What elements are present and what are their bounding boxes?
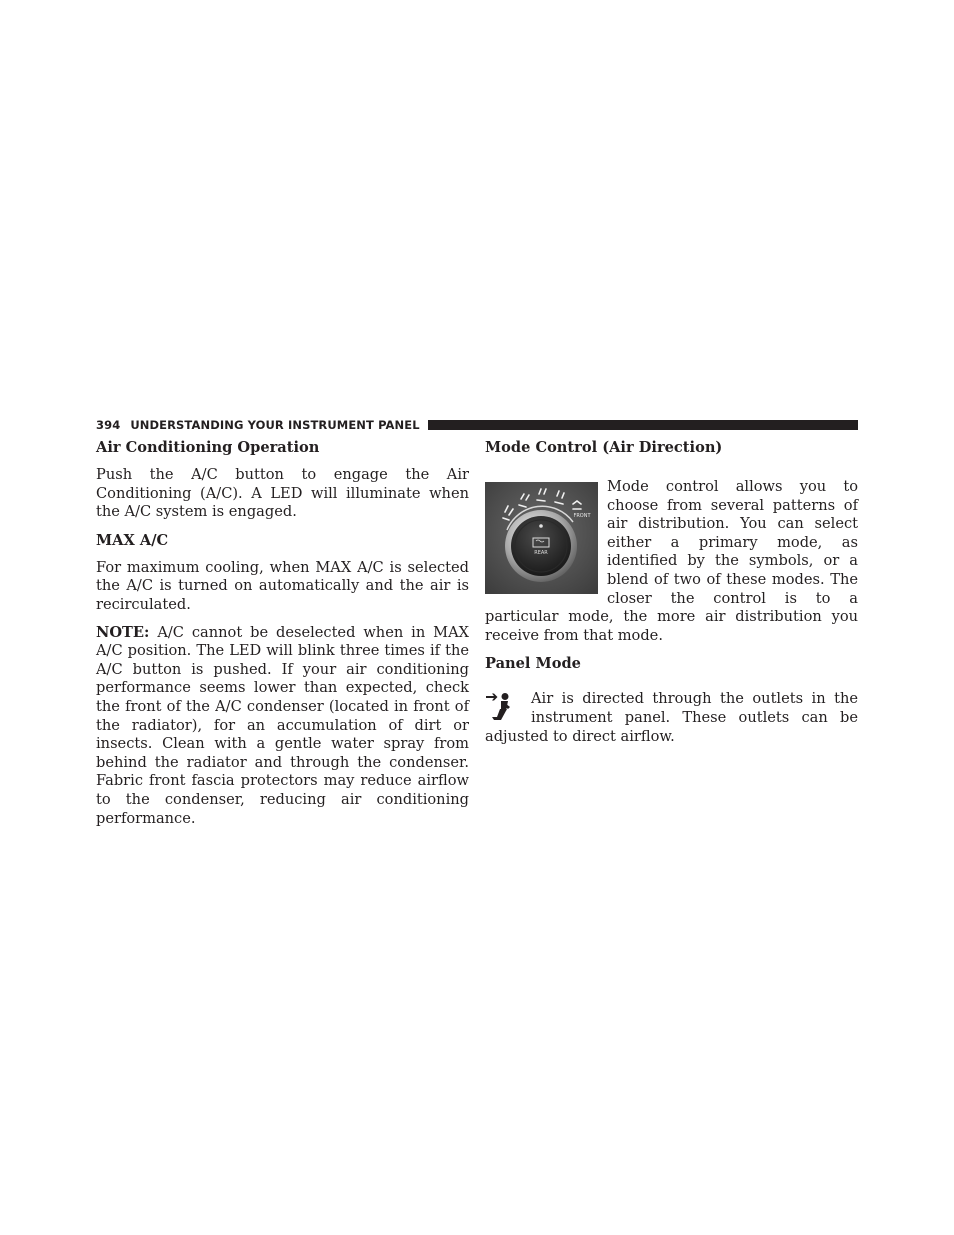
header-rule	[428, 420, 858, 430]
max-ac-heading: MAX A/C	[96, 531, 169, 549]
ac-heading: Air Conditioning Operation	[96, 439, 320, 456]
panel-mode-heading: Panel Mode	[485, 655, 581, 673]
ac-paragraph: Push the A/C button to engage the Air Conditioning (A/C). A LED will illuminate when the A/C system is engaged.	[96, 466, 469, 521]
mode-control-knob-photo	[485, 482, 598, 594]
panel-mode-paragraph: Air is directed through the outlets in the instrument panel. These outlets can be adjusted to direct airflow.	[485, 690, 858, 745]
mode-control-paragraph: Mode control allows you to choose from several patterns of air distribution. You can select either a primary mode, as identified by the symbols, or a blend of two of these modes. The closer the control is to a particular mode, the more air distribution you receive from that mode.	[485, 478, 858, 644]
note-label: NOTE:	[96, 623, 150, 641]
section-title: UNDERSTANDING YOUR INSTRUMENT PANEL	[130, 418, 420, 432]
page-number: 394	[96, 418, 121, 432]
right-column	[485, 438, 858, 746]
panel-mode-icon	[485, 692, 517, 724]
note-paragraph	[96, 624, 469, 829]
note-text: A/C cannot be deselected when in MAX A/C position. The LED will blink three times if the A/C button is pushed. If your air conditioning performance seems lower than expected, check the front of the A/C condenser (located in front of the radiator), for an accumulation of dirt or insects. Clean with a gentle water spray from behind the radiator and through the condenser. Fabric front fascia protectors may reduce airflow to the condenser, reducing air conditioning performance.	[96, 623, 469, 827]
page-header	[96, 417, 858, 433]
max-ac-paragraph: For maximum cooling, when MAX A/C is selected the A/C is turned on automatically and the air is recirculated.	[96, 558, 469, 613]
left-column	[96, 438, 469, 828]
knob-label-front: FRONT	[573, 513, 591, 519]
mode-control-heading: Mode Control (Air Direction)	[485, 439, 723, 456]
knob-label-rear: REAR	[534, 550, 548, 556]
